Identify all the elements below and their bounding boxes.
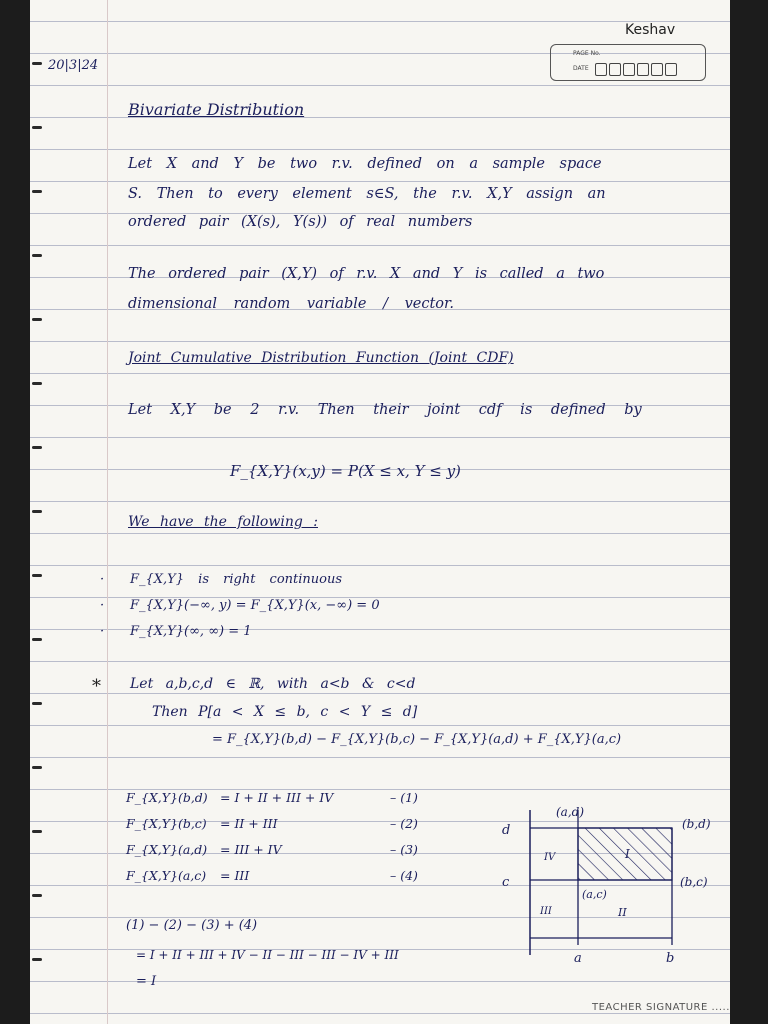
eq-1-tag: – (1) [390,790,418,805]
eq-1-rhs: = I + II + III + IV [220,790,334,805]
page-no-label: PAGE No. [573,50,601,57]
date-cell [623,63,635,76]
date-cell [609,63,621,76]
expansion-line: = I + II + III + IV − II − III − III − IV + III [136,948,399,962]
bullet: · [100,624,105,639]
intro-line-1: Let X and Y be two r.v. defined on a sample space [128,156,602,172]
binding-mark [32,894,42,897]
date-cell [651,63,663,76]
binding-mark [32,254,42,257]
eq-4-rhs: = III [220,868,250,883]
notebook-page [30,0,730,1024]
eq-3-lhs: F_{X,Y}(a,d) [126,842,208,857]
bullet: · [100,572,105,587]
theorem-line-3: = F_{X,Y}(b,d) − F_{X,Y}(b,c) − F_{X,Y}(a,d) + F_{X,Y}(a,c) [212,732,622,747]
label-a: a [574,951,582,966]
region-II-label: II [618,906,627,919]
eq-4-lhs: F_{X,Y}(a,c) [126,868,207,883]
page-title: Bivariate Distribution [128,100,305,119]
definition-line-1: The ordered pair (X,Y) of r.v. X and Y is called a two [128,266,605,282]
page-date-box [550,44,706,81]
eq-4-tag: – (4) [390,868,418,883]
binding-mark [32,190,42,193]
combination-line: (1) − (2) − (3) + (4) [126,918,258,933]
binding-mark [32,766,42,769]
section-heading: Joint Cumulative Distribution Function (Joint CDF) [128,350,514,366]
point-bd-label: (b,d) [682,817,711,831]
eq-2-lhs: F_{X,Y}(b,c) [126,816,207,831]
binding-mark [32,574,42,577]
date-cell [665,63,677,76]
eq-2-rhs: = II + III [220,816,278,831]
binding-mark [32,702,42,705]
teacher-signature-label: TEACHER SIGNATURE ..... [592,1002,730,1013]
intro-line-3: ordered pair (X(s), Y(s)) of real numbers [128,214,473,230]
intro-line-2: S. Then to every element s∈S, the r.v. X,Y assign an [128,186,606,202]
region-diagram [490,790,730,970]
binding-mark [32,62,42,65]
author-name: Keshav [625,22,676,38]
definition-line-2: dimensional random variable / vector. [128,296,454,312]
theorem-line-1: Let a,b,c,d ∈ ℝ, with a<b & c<d [130,676,416,692]
binding-mark [32,958,42,961]
region-IV-label: IV [544,852,556,863]
binding-mark [32,638,42,641]
region-I-label: I [625,847,630,861]
eq-1-lhs: F_{X,Y}(b,d) [126,790,208,805]
region-III-label: III [540,906,552,917]
binding-mark [32,382,42,385]
theorem-line-2: Then P[a < X ≤ b, c < Y ≤ d] [152,704,418,720]
binding-mark [32,510,42,513]
note-date: 20|3|24 [48,58,99,73]
binding-mark [32,830,42,833]
point-ad-label: (a,d) [556,805,585,819]
cdf-formula: F_{X,Y}(x,y) = P(X ≤ x, Y ≤ y) [230,462,461,480]
eq-3-rhs: = III + IV [220,842,282,857]
following-label: We have the following : [128,514,318,530]
label-b: b [666,951,675,966]
binding-mark [32,446,42,449]
star-marker: * [92,676,101,697]
point-ac-label: (a,c) [582,888,607,901]
result-line: = I [136,974,157,989]
date-label: DATE [573,65,589,72]
property-2: F_{X,Y}(−∞, y) = F_{X,Y}(x, −∞) = 0 [130,598,380,613]
margin-line [107,0,108,1024]
eq-2-tag: – (2) [390,816,418,831]
date-cell [637,63,649,76]
label-c: c [502,875,510,890]
label-d: d [502,823,511,838]
cdf-statement: Let X,Y be 2 r.v. Then their joint cdf is defined by [128,402,642,418]
bullet: · [100,598,105,613]
date-cell [595,63,607,76]
binding-mark [32,126,42,129]
eq-3-tag: – (3) [390,842,418,857]
point-bc-label: (b,c) [680,875,708,889]
binding-mark [32,318,42,321]
property-3: F_{X,Y}(∞, ∞) = 1 [130,624,252,639]
property-1: F_{X,Y} is right continuous [130,572,343,587]
